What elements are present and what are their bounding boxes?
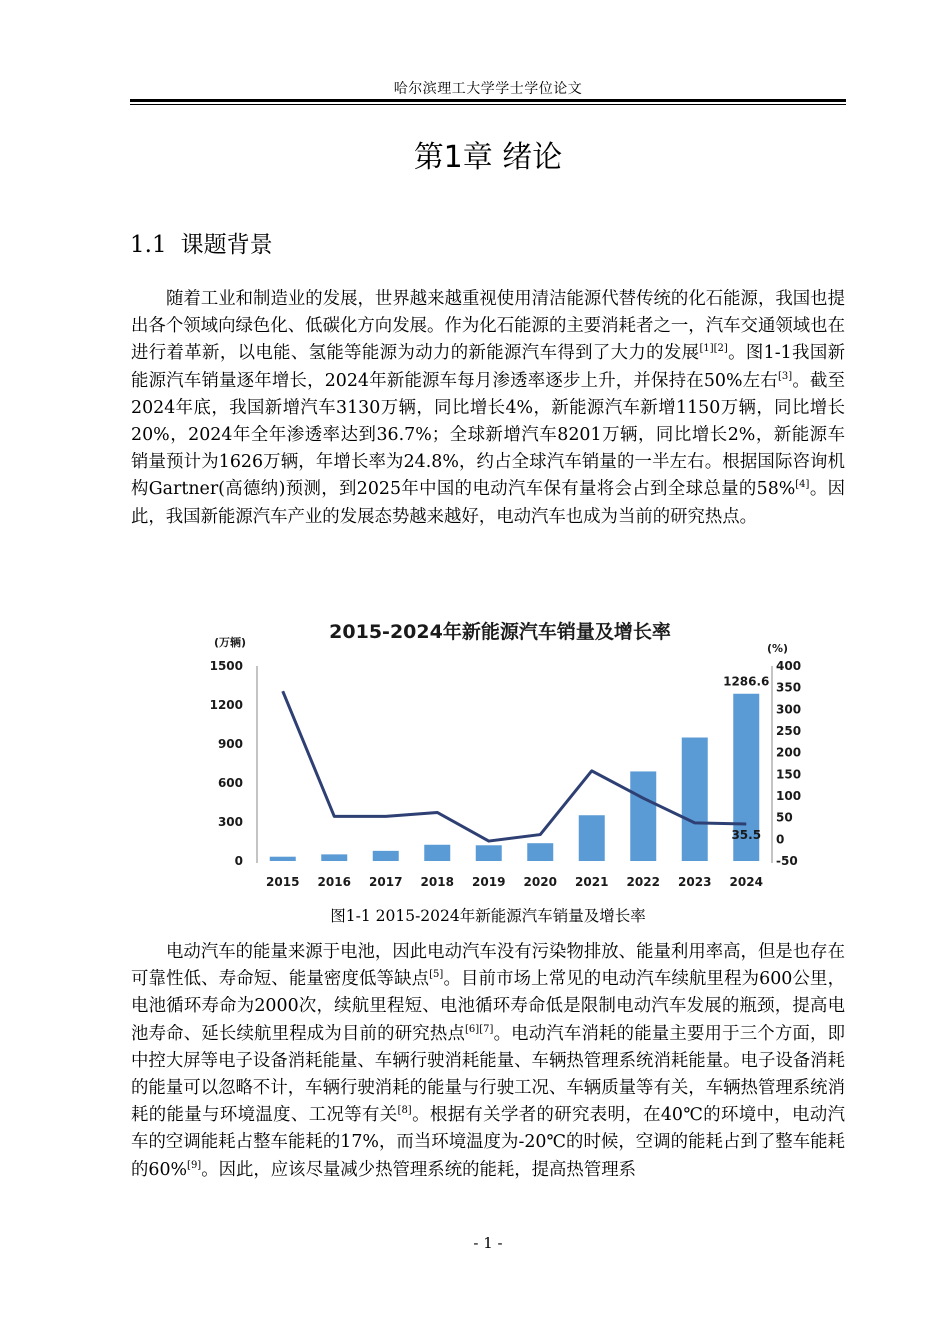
right-axis-tick: 300: [776, 702, 802, 717]
paragraph-text: 。根据有关学者的研究表明，在40℃的环境中，电动汽车的空调能耗占整车能耗的17%，而当环境温度为-20℃的时候，空调的能耗占到了整车能耗的60%: [131, 1105, 845, 1180]
citation-ref: [4]: [795, 479, 810, 491]
chapter-title: 第1章 绪论: [413, 140, 563, 175]
left-axis-tick: 1200: [209, 698, 243, 712]
left-axis-tick: 300: [217, 815, 243, 829]
right-axis-tick: 200: [776, 745, 802, 760]
right-axis-tick: -50: [776, 854, 798, 868]
x-axis-label: 2016: [317, 875, 351, 889]
paragraph-text: 。因此，应该尽量减少热管理系统的能耗，提高热管理系: [201, 1159, 636, 1180]
right-axis-tick: 50: [776, 810, 793, 825]
x-axis-label: 2019: [472, 875, 506, 889]
bar-data-label: 1286.6: [723, 674, 770, 689]
sales-bar: [476, 845, 502, 861]
header-rule-thick: [130, 99, 846, 102]
running-header: 哈尔滨理工大学学士学位论文: [393, 81, 583, 97]
x-axis-label: 2018: [420, 875, 454, 889]
citation-ref: [3]: [777, 370, 793, 382]
right-axis-tick: 150: [776, 767, 802, 782]
chart-title: 2015-2024年新能源汽车销量及增长率: [329, 621, 671, 643]
right-axis-ticks: [776, 659, 801, 868]
citation-ref: [9]: [187, 1159, 202, 1171]
sales-bar: [424, 845, 450, 861]
x-axis-labels: [266, 875, 763, 889]
paragraph-text: 。图1-1我国新能源汽车销量逐年增长，2024年新能源车每月渗透率逐步上升，并保持在50%左右: [131, 343, 845, 391]
citation-ref: [8]: [397, 1105, 412, 1117]
left-axis-tick: 0: [234, 854, 243, 868]
paragraph-text: 。因此，我国新能源汽车产业的发展态势越来越好，电动汽车也成为当前的研究热点。: [131, 479, 845, 527]
x-axis-label: 2022: [626, 875, 660, 889]
left-axis-unit: (万辆): [214, 636, 247, 649]
sales-bar: [527, 843, 553, 861]
paragraph-battery: [131, 939, 845, 1184]
right-axis-unit: (%): [767, 642, 789, 655]
left-axis-ticks: [210, 659, 243, 868]
sales-bar: [630, 771, 656, 861]
header-rule-thin: [130, 104, 846, 105]
left-axis-tick: 1500: [209, 659, 243, 673]
section-number: 1.1: [130, 232, 167, 258]
figure-caption: 图1-1 2015-2024年新能源汽车销量及增长率: [330, 907, 646, 925]
bar-series: [270, 694, 760, 861]
sales-bar: [270, 857, 296, 861]
paragraph-text: 电动汽车的能量来源于电池，因此电动汽车没有污染物排放、能量利用率高，但是也存在可靠性低、寿命短、能量密度低等缺点: [131, 942, 845, 990]
section-title: 课题背景: [180, 232, 273, 258]
sales-bar: [321, 854, 347, 861]
sales-chart: [200, 610, 802, 900]
right-axis-tick: 400: [776, 659, 802, 673]
citation-ref: [1][2]: [699, 343, 728, 355]
left-axis-tick: 900: [217, 737, 243, 751]
paragraph-background: [131, 286, 845, 531]
right-axis-tick: 100: [776, 789, 802, 803]
line-data-label: 35.5: [731, 827, 762, 842]
right-axis-tick: 250: [776, 724, 802, 738]
x-axis-label: 2020: [523, 875, 557, 889]
right-axis-tick: 350: [776, 680, 802, 695]
x-axis-label: 2023: [678, 875, 712, 889]
paragraph-text: 。截至2024年底，我国新增汽车3130万辆，同比增长4%，新能源汽车新增1150万辆，同比增长20%，2024年全年渗透率达到36.7%；全球新增汽车8201万辆，同比增长2%，新能源车销量预计为1626万辆，年增长率为24.8%，约占全球汽车销量的一半左右。根据国际咨询机构Gartner(高德纳)预测，到2025年中国的电动汽车保有量将会占到全球总量的58%: [131, 370, 845, 500]
x-axis-label: 2024: [729, 875, 763, 889]
section-heading: [130, 226, 273, 259]
paragraph-text: 。电动汽车消耗的能量主要用于三个方面，即中控大屏等电子设备消耗能量、车辆行驶消耗能量、车辆热管理系统消耗能量。电子设备消耗的能量可以忽略不计，车辆行驶消耗的能量与行驶工况、车辆质量等有关，车辆热管理系统消耗的能量与环境温度、工况等有关: [131, 1023, 845, 1126]
page-number: - 1 -: [473, 1234, 503, 1252]
x-axis-label: 2015: [266, 875, 300, 889]
citation-ref: [5]: [429, 969, 444, 981]
sales-bar: [579, 815, 605, 861]
paragraph-text: 随着工业和制造业的发展，世界越来越重视使用清洁能源代替传统的化石能源，我国也提出各个领域向绿色化、低碳化方向发展。作为化石能源的主要消耗者之一，汽车交通领域也在进行着革新，以电能、氢能等能源为动力的新能源汽车得到了大力的发展: [131, 289, 845, 364]
paragraph-text: 。目前市场上常见的电动汽车续航里程为600公里，电池循环寿命为2000次，续航里程短、电池循环寿命低是限制电动汽车发展的瓶颈，提高电池寿命、延长续航里程成为目前的研究热点: [131, 969, 845, 1044]
sales-bar: [373, 851, 399, 861]
citation-ref: [6][7]: [465, 1023, 494, 1035]
growth-rate-line: [283, 691, 747, 841]
left-axis-tick: 600: [217, 776, 243, 790]
x-axis-label: 2017: [369, 875, 403, 889]
sales-bar: [682, 738, 708, 862]
right-axis-tick: 0: [776, 832, 785, 847]
x-axis-label: 2021: [575, 875, 609, 889]
